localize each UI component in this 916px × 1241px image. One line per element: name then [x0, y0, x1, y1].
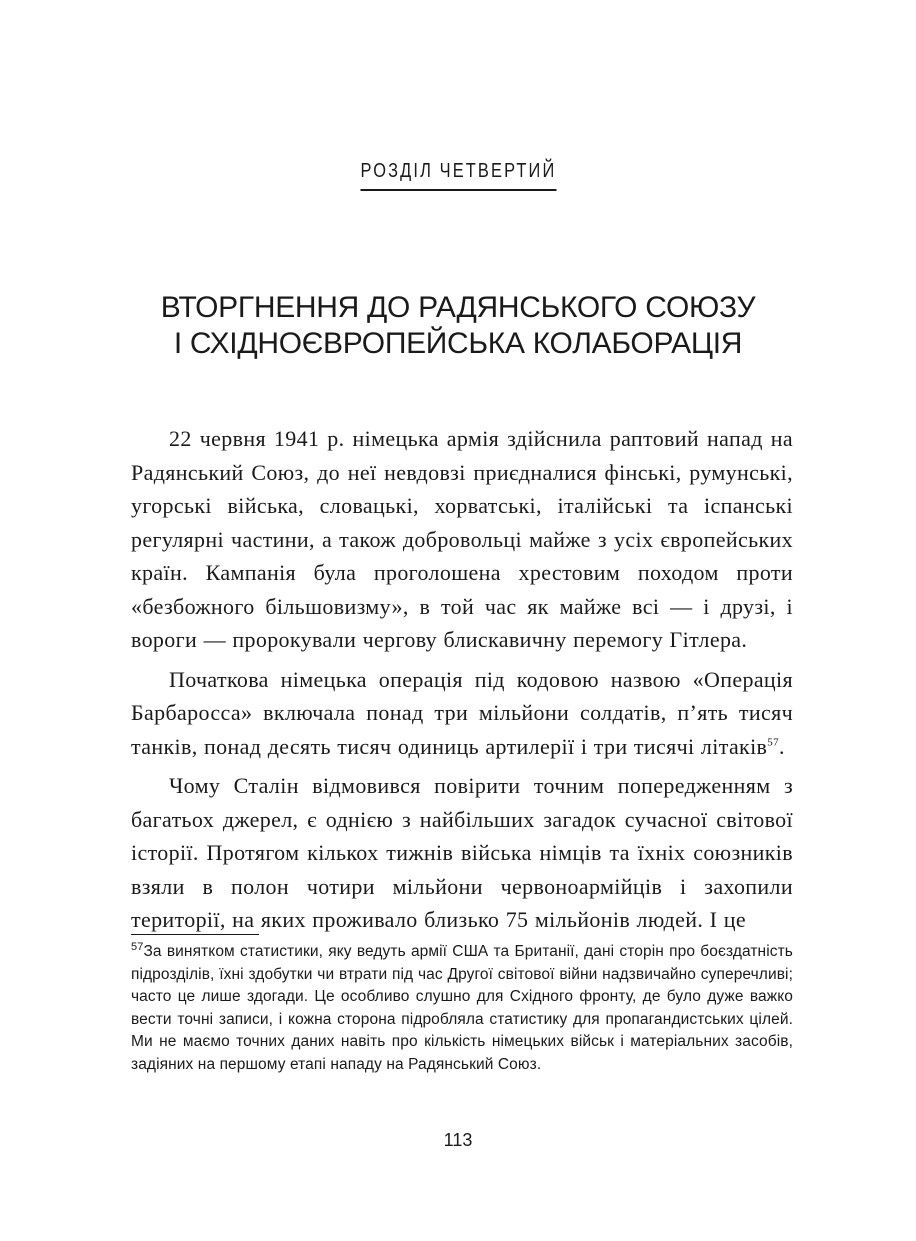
footnote-number: 57 — [131, 940, 144, 953]
body-text — [131, 422, 793, 943]
chapter-title-line-1: ВТОРГНЕННЯ ДО РАДЯНСЬКОГО СОЮЗУ — [160, 291, 756, 324]
footnote — [131, 941, 793, 1077]
paragraph-2 — [131, 663, 793, 764]
paragraph-3: Чому Сталін відмовився повірити точним попередженням з багатьох джерел, є однією з найбільших загадок сучасної світової історії. Протягом кількох тижнів війська німців та їхніх союзників взяли в полон чотири мільйони червоноармійців і захопили території, на яких проживало близько 75 мільйонів людей. І це — [131, 773, 793, 932]
page-number: 113 — [443, 1130, 473, 1150]
chapter-label — [0, 160, 916, 191]
chapter-label-text: РОЗДІЛ ЧЕТВЕРТИЙ — [360, 160, 556, 191]
chapter-title — [0, 290, 916, 362]
footnote-text: За винятком статистики, яку ведуть армії США та Британії, дані сторін про боєздатність підрозділів, їхні здобутки чи втрати під час Другої світової війни надзвичайно суперечливі; часто це лише здогади. Це особливо слушно для Східного фронту, де було дуже важко вести точні записи, і кожна сторона підробляла статистику для пропагандистських цілей. Ми не маємо точних даних навіть про кількість німецьких військ і матеріальних засобів, задіяних на першому етапі нападу на Радянський Союз. — [131, 943, 793, 1073]
paragraph-2-end: . — [779, 733, 785, 759]
paragraph-2-text: Початкова німецька операція під кодовою назвою «Операція Барбаросса» включала понад три мільйони солдатів, п’ять тисяч танків, понад десять тисяч одиниць артилерії і три тисячі літаків — [131, 666, 793, 759]
paragraph-1: 22 червня 1941 р. німецька армія здійснила раптовий напад на Радянський Союз, до неї невдовзі приєдналися фінські, румунські, угорські війська, словацькі, хорватські, італійські та іспанські регулярні частини, а також добровольці майже з усіх європейських країн. Кампанія була проголошена хрестовим походом проти «безбожного більшовизму», в той час як майже всі — і друзі, і вороги — пророкували чергову блискавичну перемогу Гітлера. — [131, 426, 793, 652]
footnote-reference: 57 — [767, 736, 779, 749]
footnote-separator — [131, 934, 259, 935]
chapter-title-line-2: І СХІДНОЄВРОПЕЙСЬКА КОЛАБОРАЦІЯ — [173, 327, 743, 360]
